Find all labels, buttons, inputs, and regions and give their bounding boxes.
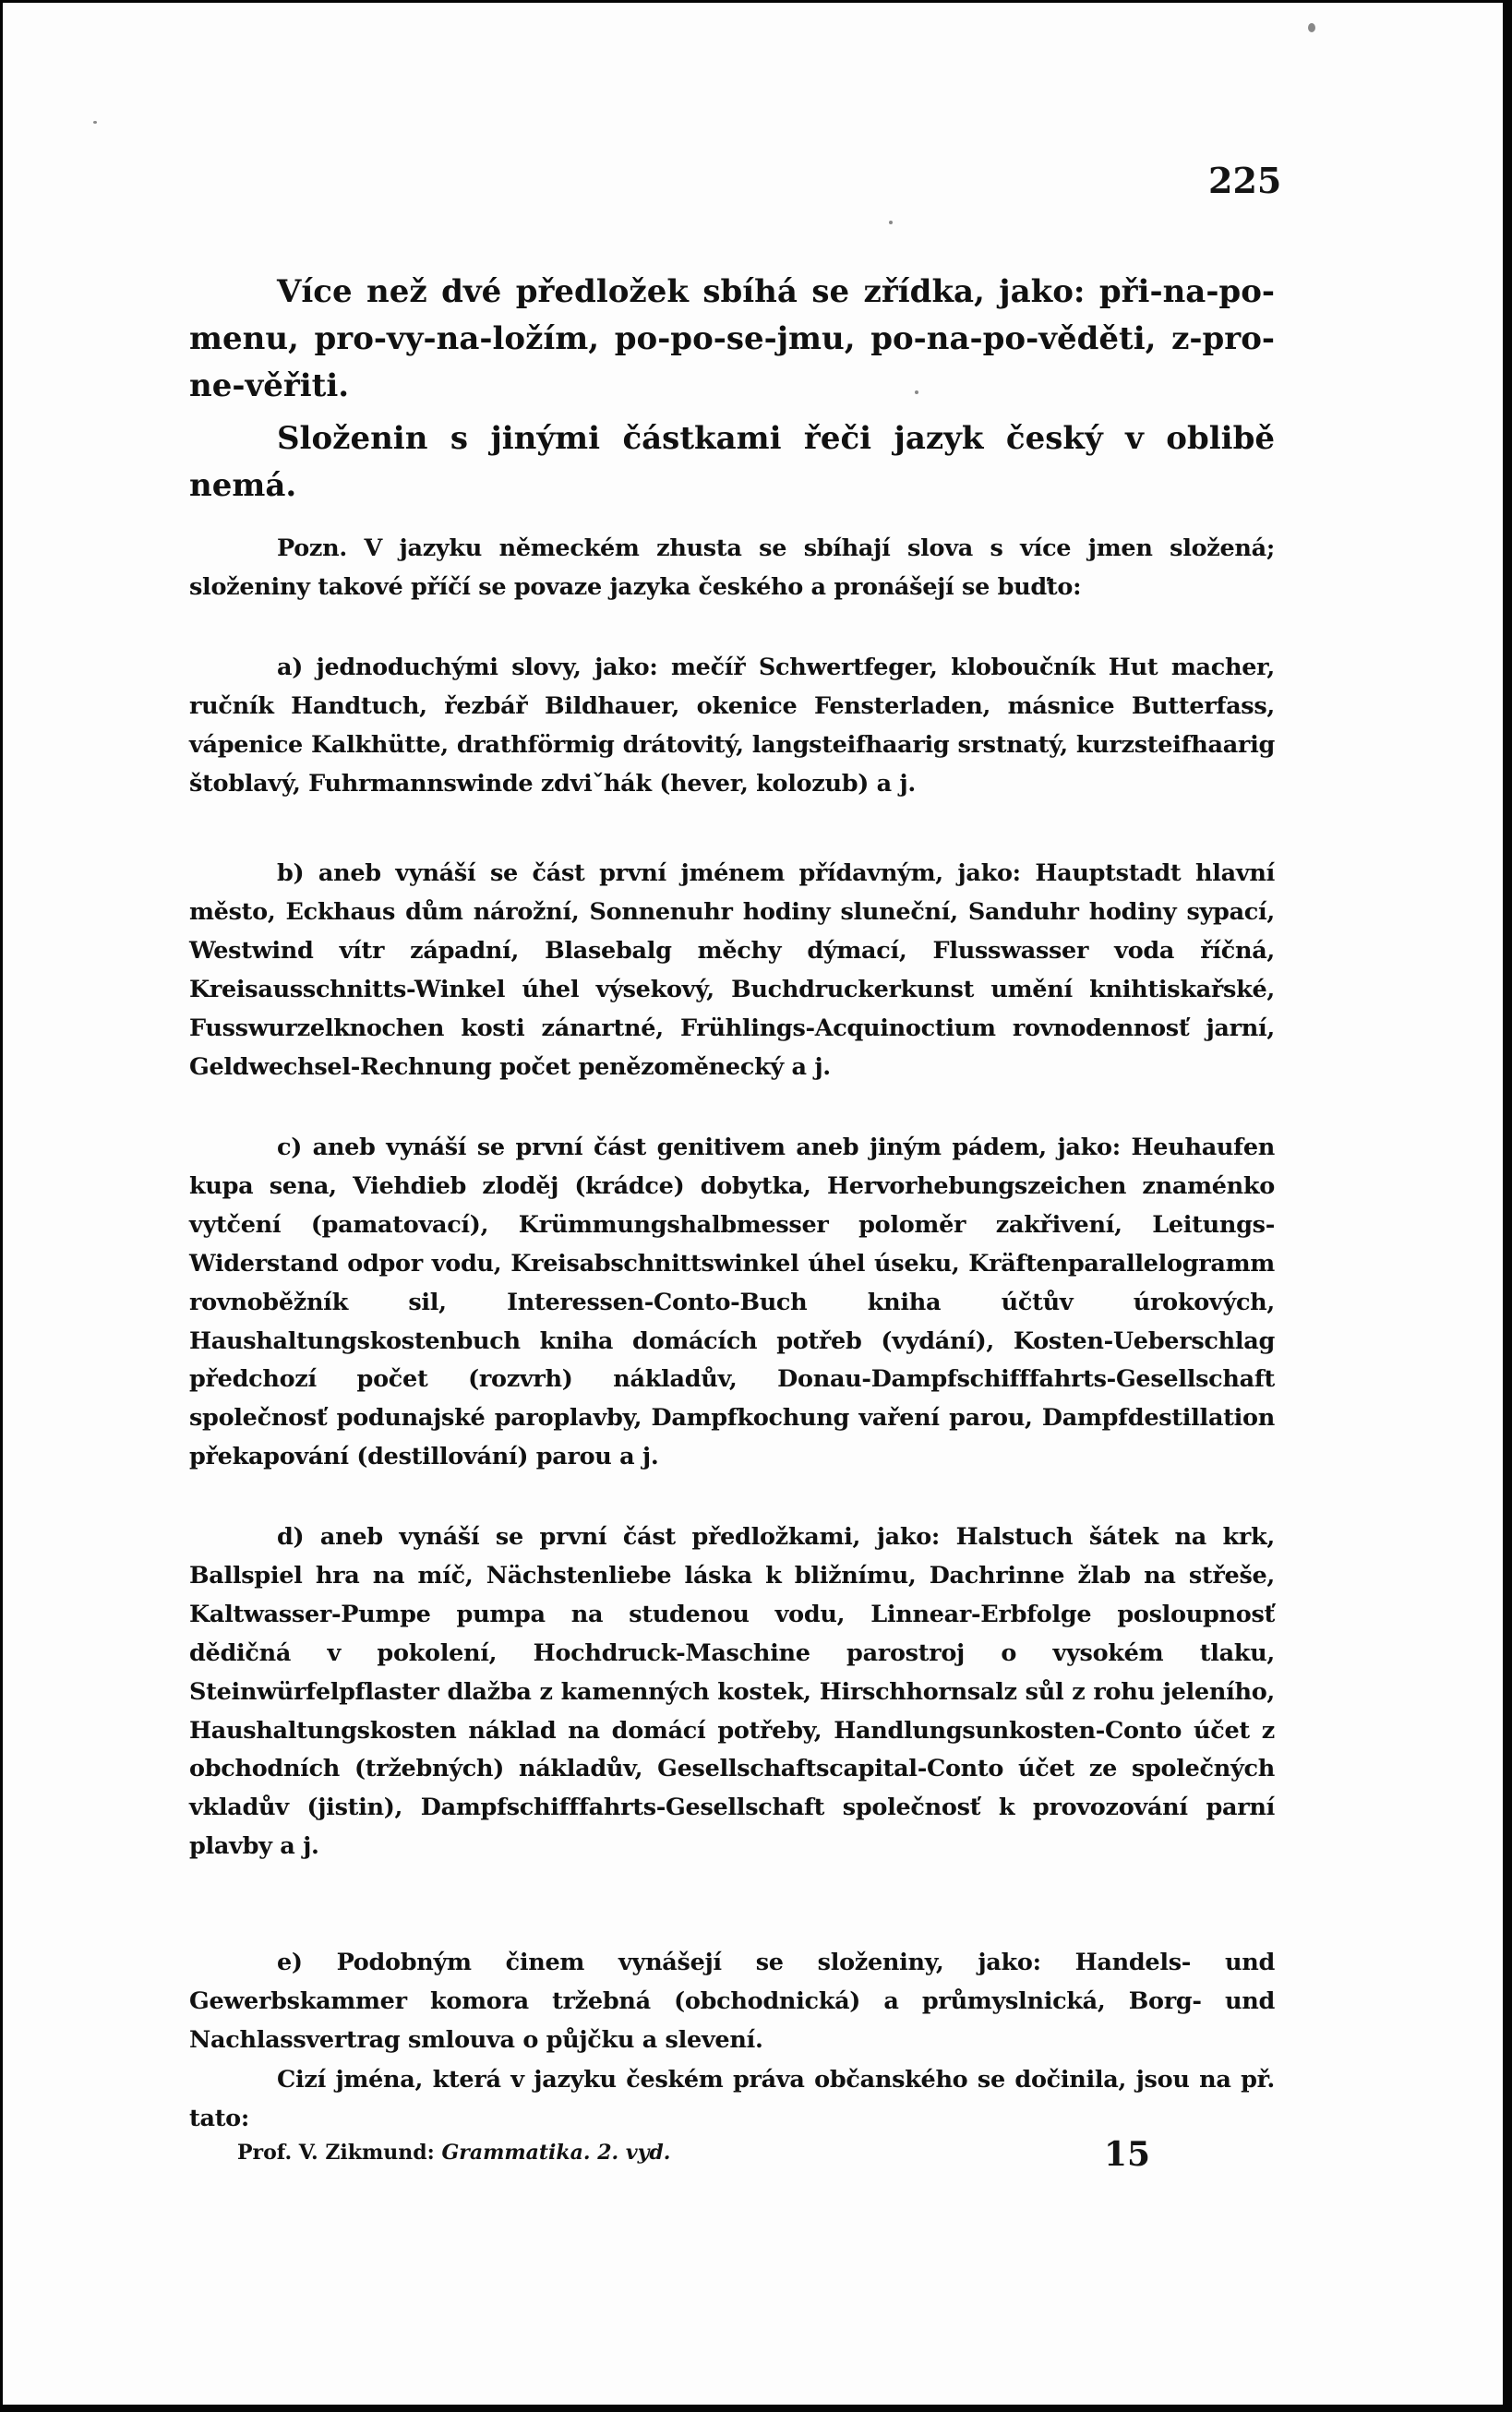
paper-speck bbox=[915, 390, 918, 394]
note-intro: Pozn. V jazyku německém zhusta se sbíhají slova s více jmen složená; složeniny takové příčí se povaze jazyka českého a pronášejí se buďto: bbox=[189, 534, 1275, 601]
paper-speck bbox=[93, 121, 97, 124]
note-item-c: c) aneb vynáší se první část genitivem aneb jiným pádem, jako: Heuhaufen kupa sena, Viehdieb zloděj (krádce) dobytka, Hervorhebungszeichen znaménko vytčení (pamatovací), Krümmungshalbmesser poloměr zakřivení, Leitungs-Widerstand odpor vodu, Kreisabschnittswinkel úhel úseku, Kräftenparallelogramm rovnoběžník sil, Interessen-Conto-Buch kniha účtův úrokových, Haushaltungskostenbuch kniha domácích potřeb (vydání), Kosten-Ueberschlag předchozí počet (rozvrh) nákladův, Donau-Dampfschifffahrts-Gesellschaft společnosť podunajské paroplavby, Dampfkochung vaření parou, Dampfdestillation překapování (destillování) parou a j. bbox=[189, 1134, 1275, 1471]
note-item-e: e) Podobným činem vynášejí se složeniny, jako: Handels- und Gewerbskammer komora tržebná (obchodnická) a průmyslnická, Borg- und Nachlassvertrag smlouva o půjčku a slevení. bbox=[189, 1949, 1275, 2054]
note-closing: Cizí jména, která v jazyku českém práva občanského se dočinila, jsou na př. tato: bbox=[189, 2066, 1275, 2132]
footer-signature bbox=[237, 2141, 670, 2165]
paper-speck bbox=[889, 221, 893, 224]
paragraph-prepositions: Více než dvé předložek sbíhá se zřídka, jako: při-na-po-menu, pro-vy-na-ložím, po-po-se-jmu, po-na-po-věděti, z-pro-ne-věřiti. bbox=[189, 273, 1275, 404]
note-item-a: a) jednoduchými slovy, jako: mečíř Schwertfeger, kloboučník Hut macher, ručník Handtuch, řezbář Bildhauer, okenice Fensterladen, másnice Butterfass, vápenice Kalkhütte, drathförmig drátovitý, langsteifhaarig srstnatý, kurzsteifhaarig štoblavý, Fuhrmannswinde zdviˇhák (hever, kolozub) a j. bbox=[189, 654, 1275, 798]
book-page bbox=[3, 3, 1503, 2405]
note-item-b: b) aneb vynáší se část první jménem přídavným, jako: Hauptstadt hlavní město, Eckhaus dům nárožní, Sonnenuhr hodiny sluneční, Sanduhr hodiny sypací, Westwind vítr západní, Blasebalg měchy dýmací, Flusswasser voda říčná, Kreisausschnitts-Winkel úhel výsekový, Buchdruckerkunst umění knihtiskařské, Fusswurzelknochen kosti zánartné, Frühlings-Acquinoctium rovnodennosť jarní, Geldwechsel-Rechnung počet penězoměnecký a j. bbox=[189, 859, 1275, 1081]
footer-work: Grammatika. 2. vyd. bbox=[441, 2141, 671, 2165]
page-number: 225 bbox=[1208, 160, 1282, 201]
footer-author: Prof. V. Zikmund: bbox=[237, 2141, 435, 2165]
sheet-number: 15 bbox=[1104, 2135, 1151, 2174]
note-item-d: d) aneb vynáší se první část předložkami, jako: Halstuch šátek na krk, Ballspiel hra na míč, Nächstenliebe láska k bližnímu, Dachrinne žlab na střeše, Kaltwasser-Pumpe pumpa na studenou vodu, Linnear-Erbfolge posloupnosť dědičná v pokolení, Hochdruck-Maschine parostroj o vysokém tlaku, Steinwürfelpflaster dlažba z kamenných kostek, Hirschhornsalz sůl z rohu jeleního, Haushaltungskosten náklad na domácí potřeby, Handlungsunkosten-Conto účet z obchodních (tržebných) nákladův, Gesellschaftscapital-Conto účet ze společných vkladův (jistin), Dampfschifffahrts-Gesellschaft společnosť k provozování parní plavby a j. bbox=[189, 1523, 1275, 1861]
paragraph-compounds: Složenin s jinými částkami řeči jazyk český v oblibě nemá. bbox=[189, 420, 1275, 504]
paper-speck bbox=[1308, 23, 1315, 32]
